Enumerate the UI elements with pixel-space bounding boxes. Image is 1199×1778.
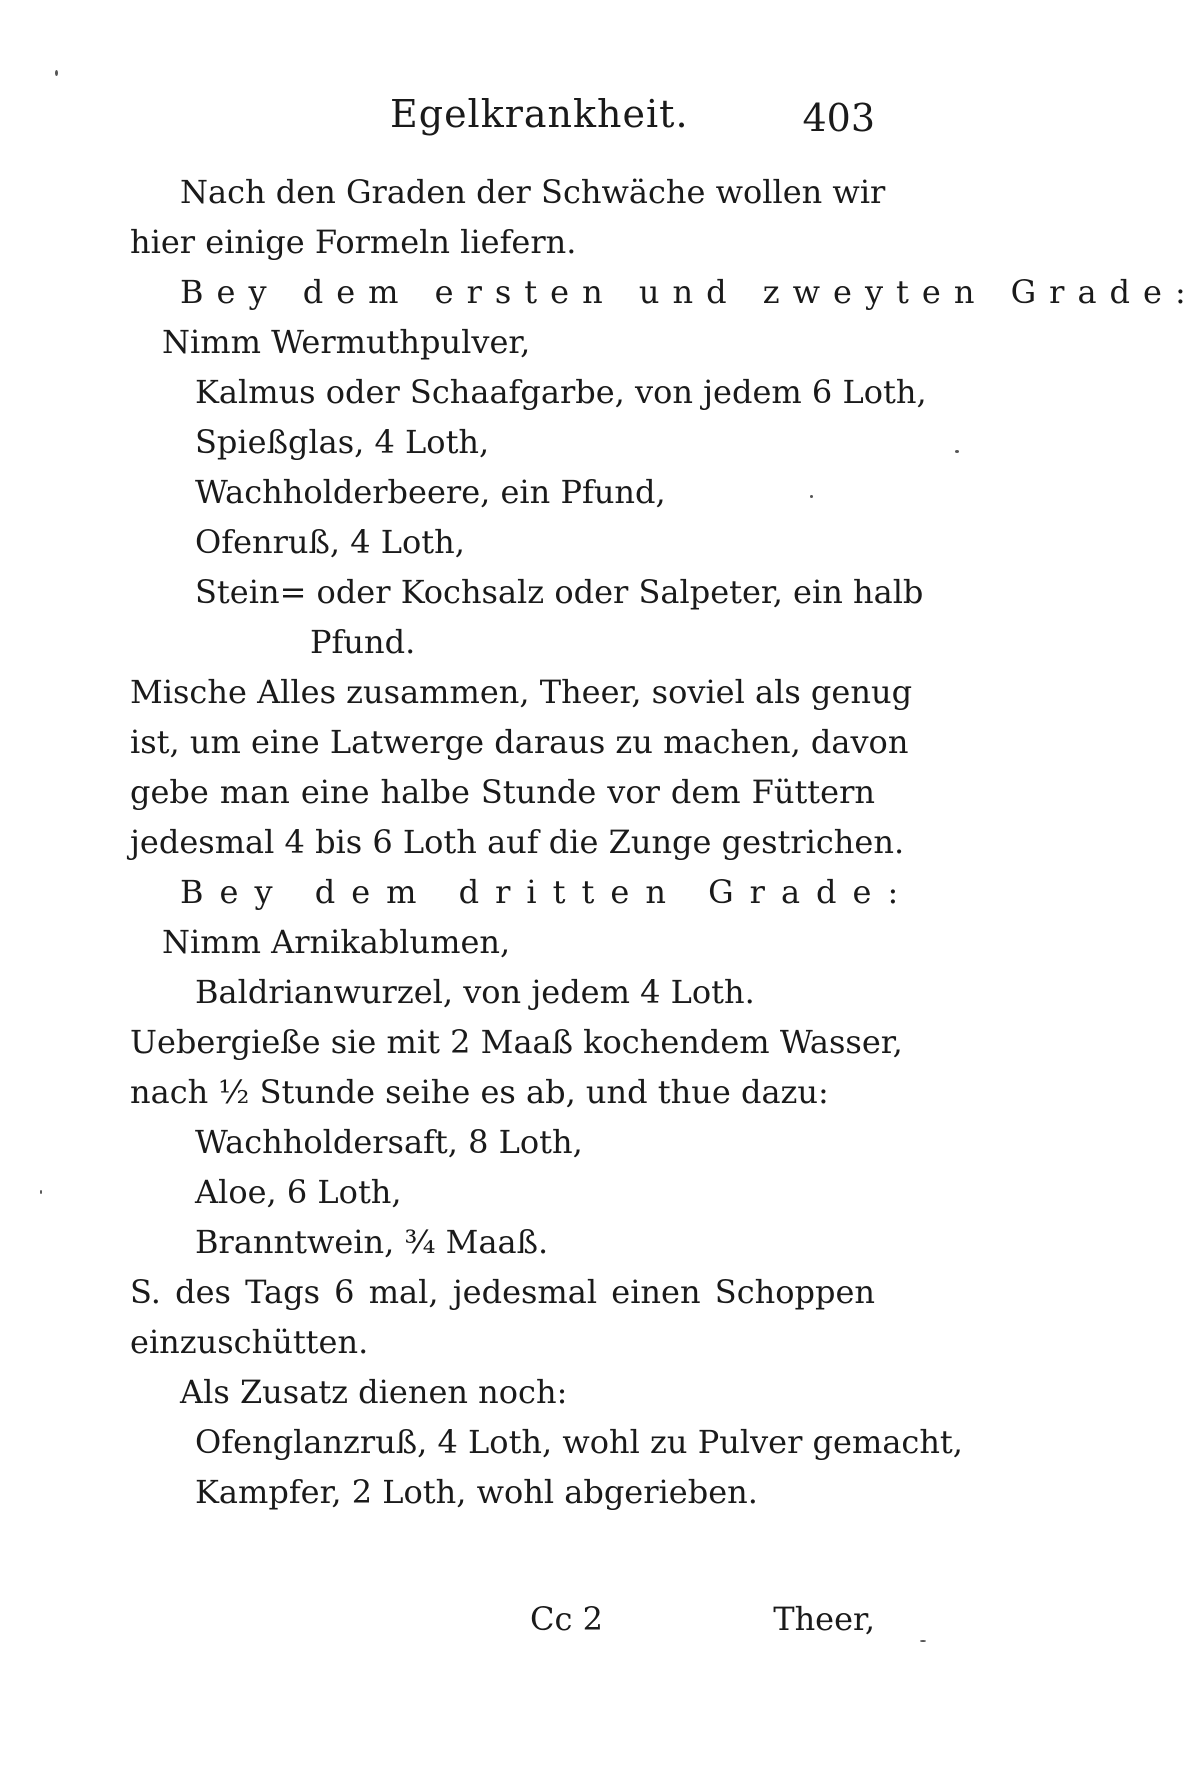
text-line: Als Zusatz dienen noch: bbox=[180, 1373, 568, 1411]
paper-speck bbox=[40, 1190, 42, 1194]
text-line: gebe man eine halbe Stunde vor dem Füttern bbox=[130, 773, 875, 811]
running-head: Egelkrankheit. bbox=[390, 92, 689, 136]
recipe-line: Kalmus oder Schaafgarbe, von jedem 6 Loth, bbox=[195, 373, 927, 411]
catchword: Theer, bbox=[773, 1600, 875, 1638]
page-number: 403 bbox=[802, 96, 875, 140]
signature-mark: Cc 2 bbox=[530, 1600, 603, 1638]
page-footer bbox=[130, 1600, 875, 1645]
recipe-line: Nimm Wermuthpulver, bbox=[162, 323, 531, 361]
text-line: S. des Tags 6 mal, jedesmal einen Schoppen bbox=[130, 1273, 875, 1311]
text-line: Mische Alles zusammen, Theer, soviel als genug bbox=[130, 673, 913, 711]
text-line: einzuschütten. bbox=[130, 1323, 369, 1361]
recipe-line: Ofenglanzruß, 4 Loth, wohl zu Pulver gemacht, bbox=[195, 1423, 963, 1461]
recipe-line: Ofenruß, 4 Loth, bbox=[195, 523, 465, 561]
recipe-line: Nimm Arnikablumen, bbox=[162, 923, 511, 961]
section-heading: Bey dem dritten Grade: bbox=[180, 873, 915, 911]
recipe-line: Stein= oder Kochsalz oder Salpeter, ein halb bbox=[195, 573, 924, 611]
text-line: hier einige Formeln liefern. bbox=[130, 223, 577, 261]
text-line: ist, um eine Latwerge daraus zu machen, davon bbox=[130, 723, 909, 761]
recipe-line: Branntwein, ¾ Maaß. bbox=[195, 1223, 549, 1261]
text-line: nach ½ Stunde seihe es ab, und thue dazu: bbox=[130, 1073, 829, 1111]
text-line: Uebergieße sie mit 2 Maaß kochendem Wasser, bbox=[130, 1023, 903, 1061]
recipe-line: Kampfer, 2 Loth, wohl abgerieben. bbox=[195, 1473, 758, 1511]
recipe-line: Aloe, 6 Loth, bbox=[195, 1173, 402, 1211]
recipe-line: Baldrianwurzel, von jedem 4 Loth. bbox=[195, 973, 755, 1011]
section-heading: Bey dem ersten und zweyten Grade: bbox=[180, 273, 1199, 311]
recipe-line: Wachholdersaft, 8 Loth, bbox=[195, 1123, 583, 1161]
paper-speck bbox=[920, 1640, 926, 1642]
paper-speck bbox=[810, 495, 813, 498]
page-header bbox=[130, 92, 875, 152]
text-line: Nach den Graden der Schwäche wollen wir bbox=[180, 173, 886, 211]
recipe-line: Spießglas, 4 Loth, bbox=[195, 423, 490, 461]
paper-speck bbox=[955, 450, 959, 453]
recipe-line: Wachholderbeere, ein Pfund, bbox=[195, 473, 666, 511]
paper-speck bbox=[55, 70, 58, 76]
recipe-line: Pfund. bbox=[310, 623, 416, 661]
text-line: jedesmal 4 bis 6 Loth auf die Zunge gestrichen. bbox=[130, 823, 905, 861]
